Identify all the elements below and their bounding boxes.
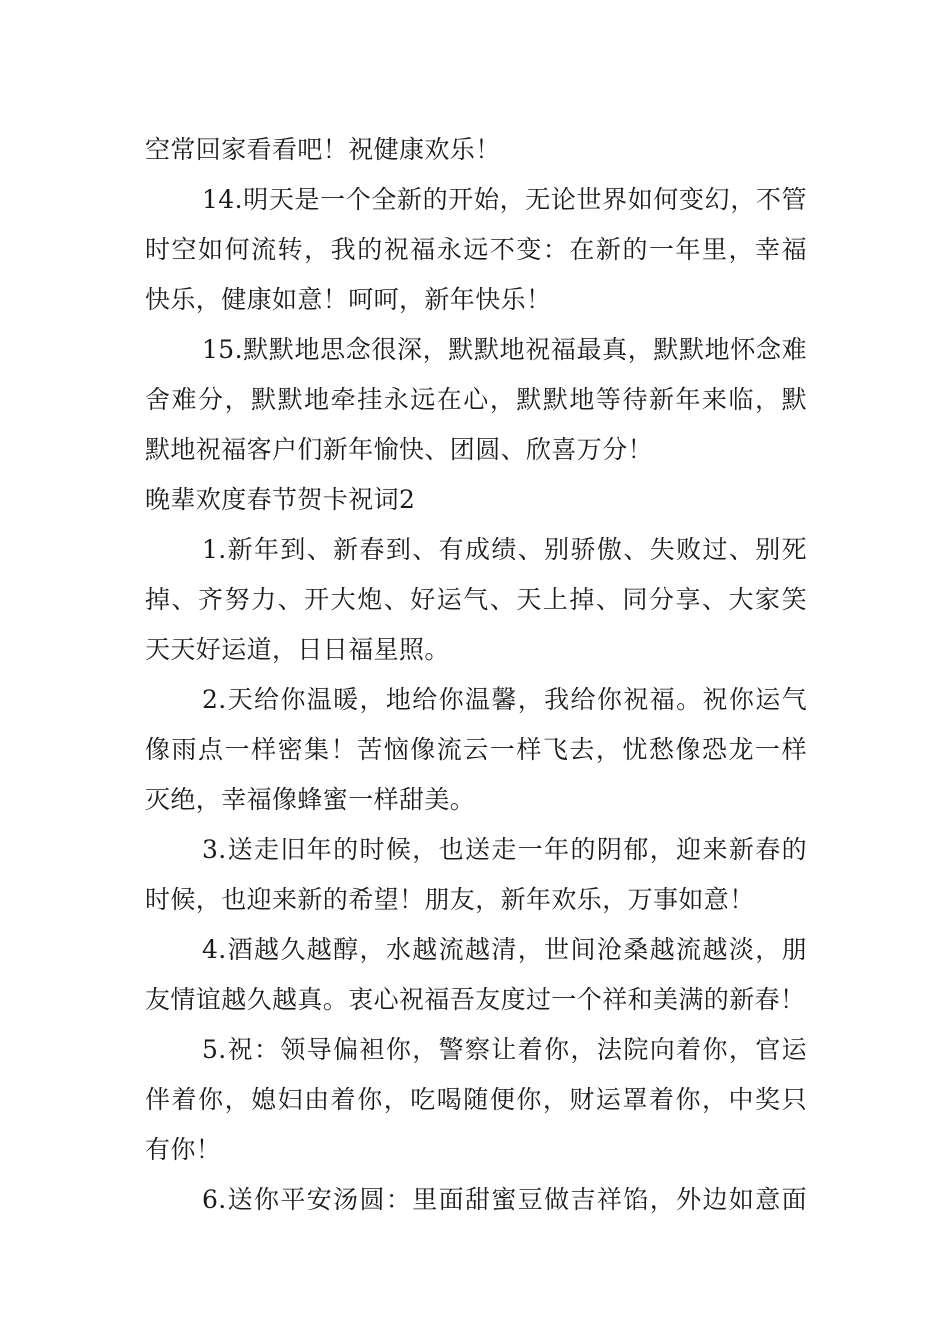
text-line: 时候，也迎来新的希望！朋友，新年欢乐，万事如意！ bbox=[145, 885, 755, 914]
text-line: 友情谊越久越真。衷心祝福吾友度过一个祥和美满的新春！ bbox=[145, 985, 806, 1014]
text-line: 天天好运道，日日福星照。 bbox=[145, 635, 450, 664]
paragraph-first-line: 5.祝：领导偏袒你，警察让着你，法院向着你，官运 bbox=[202, 1035, 807, 1064]
paragraph-first-line: 14.明天是一个全新的开始，无论世界如何变幻，不管 bbox=[202, 185, 807, 214]
text-line: 默地祝福客户们新年愉快、团圆、欣喜万分！ bbox=[145, 435, 654, 464]
paragraph-first-line: 4.酒越久越醇，水越流越清，世间沧桑越流越淡，朋 bbox=[202, 935, 807, 964]
text-line: 灭绝，幸福像蜂蜜一样甜美。 bbox=[145, 785, 476, 814]
paragraph-first-line: 2.天给你温暖，地给你温馨，我给你祝福。祝你运气 bbox=[202, 685, 807, 714]
text-line: 掉、齐努力、开大炮、好运气、天上掉、同分享、大家笑 bbox=[145, 585, 807, 614]
paragraph-first-line: 15.默默地思念很深，默默地祝福最真，默默地怀念难 bbox=[202, 335, 807, 364]
text-line: 快乐，健康如意！呵呵，新年快乐！ bbox=[145, 285, 552, 314]
text-line: 晚辈欢度春节贺卡祝词2 bbox=[145, 485, 416, 514]
paragraph-first-line: 3.送走旧年的时候，也送走一年的阴郁，迎来新春的 bbox=[202, 835, 807, 864]
text-line: 舍难分，默默地牵挂永远在心，默默地等待新年来临，默 bbox=[145, 385, 807, 414]
text-line: 伴着你，媳妇由着你，吃喝随便你，财运罩着你，中奖只 bbox=[145, 1085, 807, 1114]
text-line: 像雨点一样密集！苦恼像流云一样飞去，忧愁像恐龙一样 bbox=[145, 735, 807, 764]
paragraph-first-line: 6.送你平安汤圆：里面甜蜜豆做吉祥馅，外边如意面 bbox=[202, 1185, 807, 1214]
text-line: 空常回家看看吧！祝健康欢乐！ bbox=[145, 135, 501, 164]
paragraph-first-line: 1.新年到、新春到、有成绩、别骄傲、失败过、别死 bbox=[202, 535, 807, 564]
document-body bbox=[145, 125, 807, 1225]
text-line: 有你！ bbox=[145, 1135, 222, 1164]
text-line: 时空如何流转，我的祝福永远不变：在新的一年里，幸福 bbox=[145, 235, 807, 264]
